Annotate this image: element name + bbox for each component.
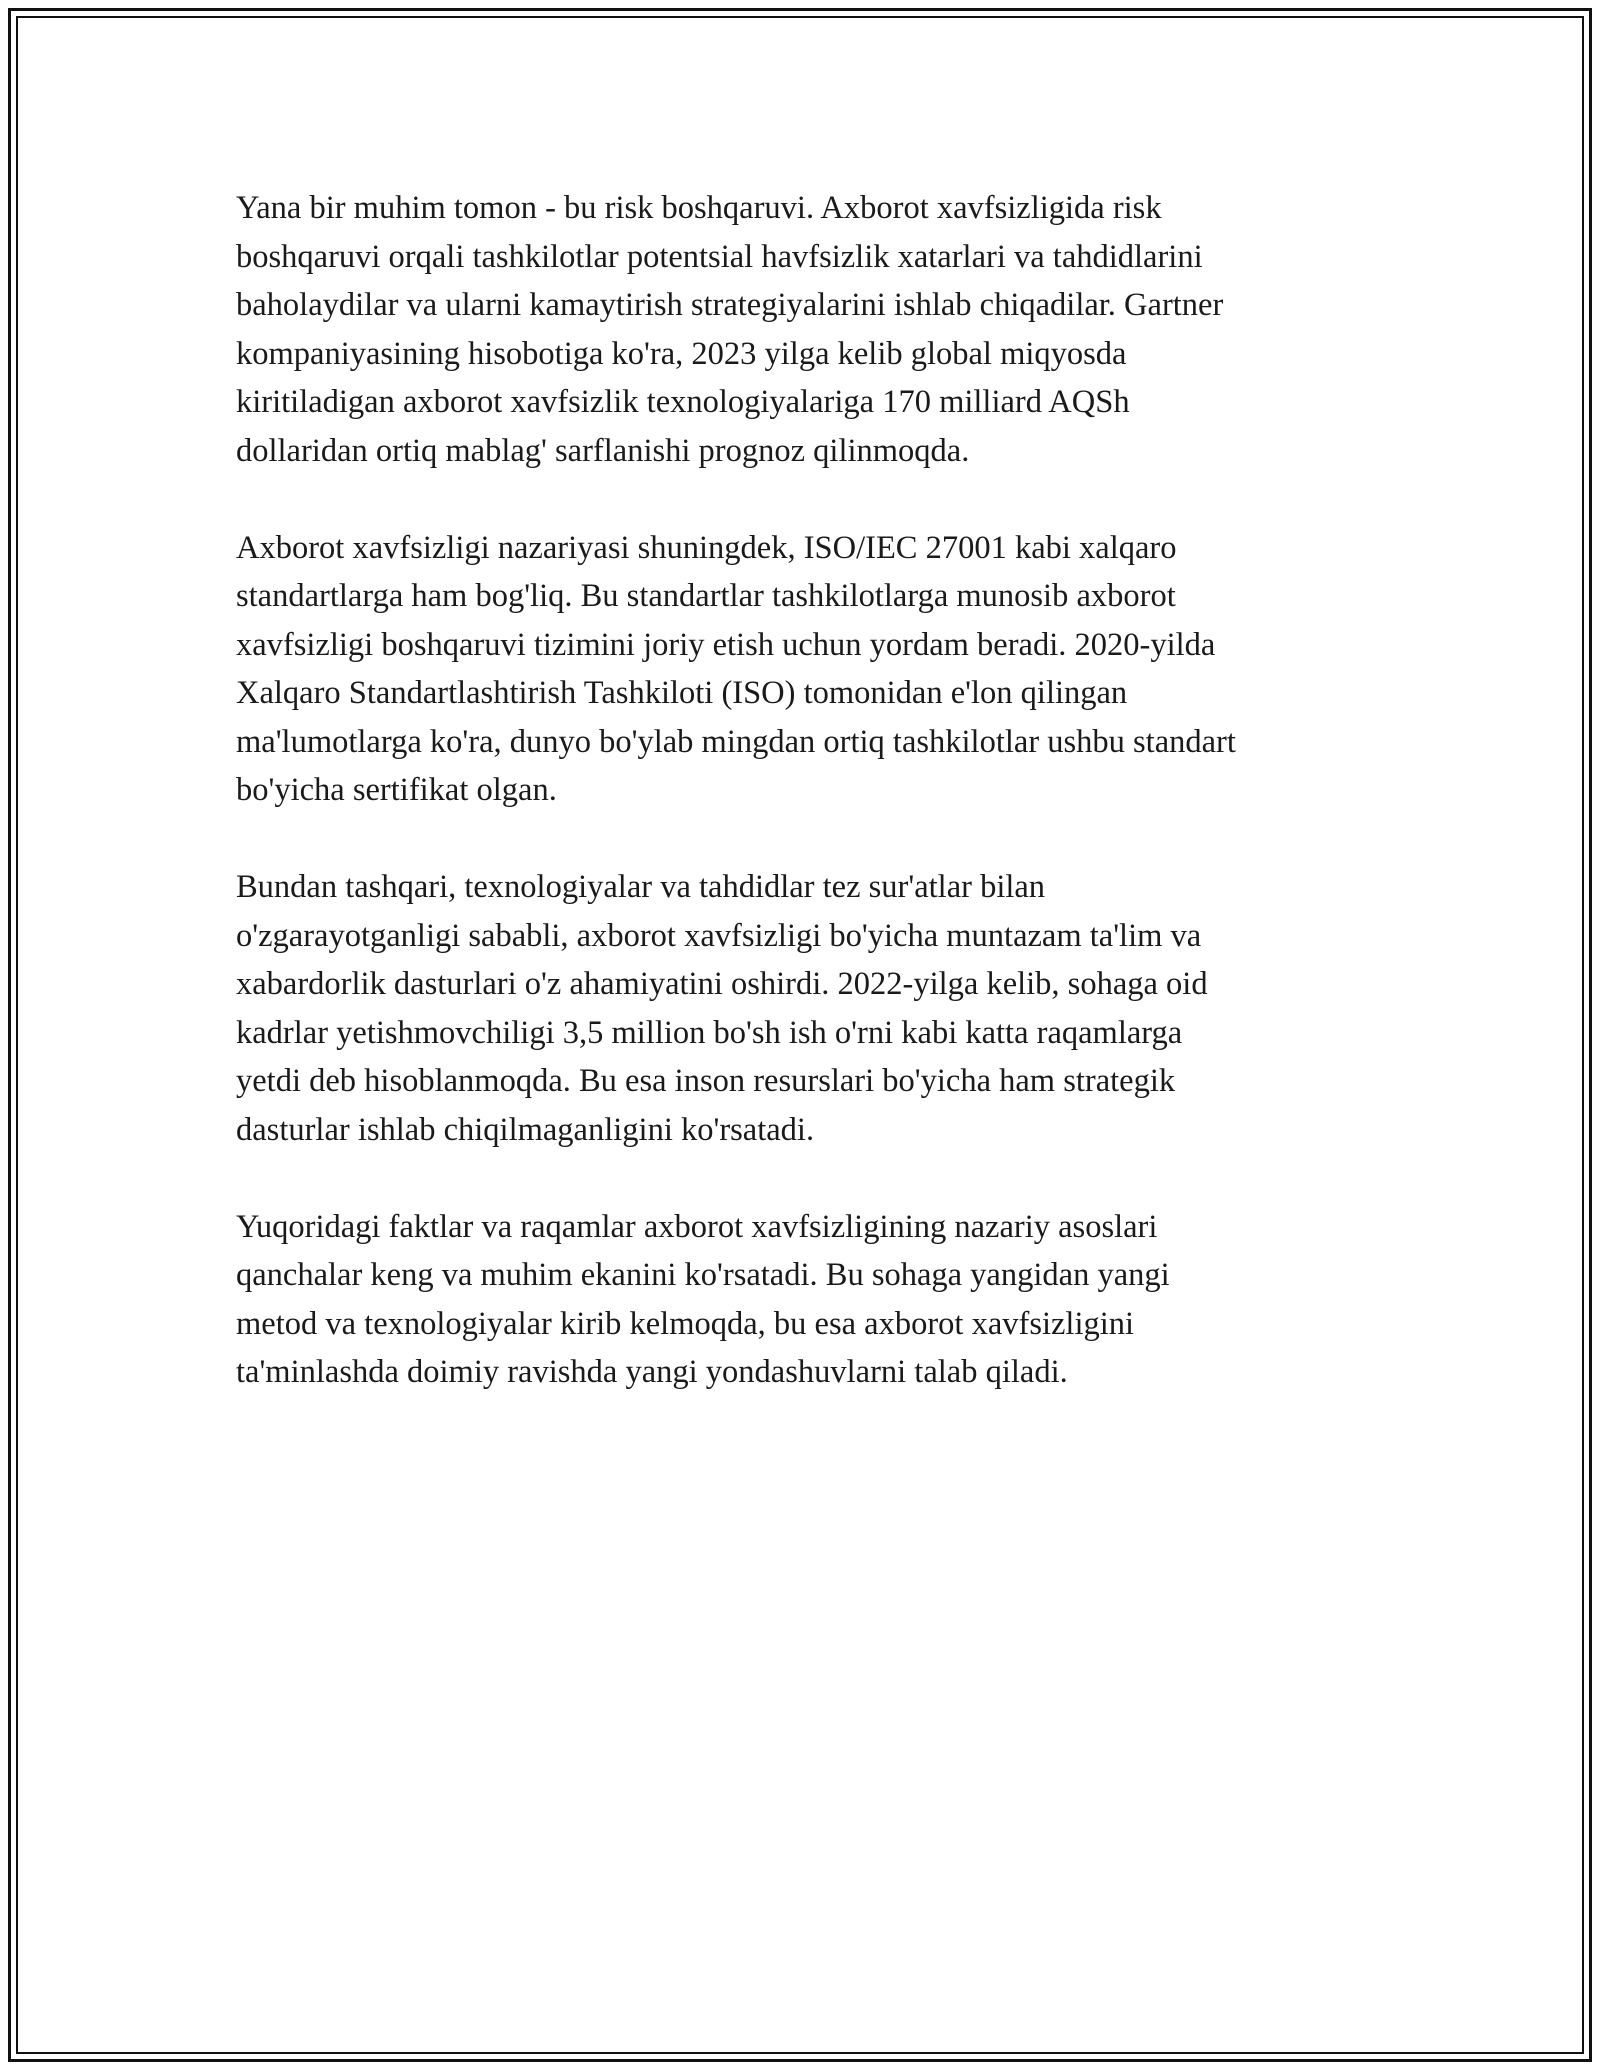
paragraph-training-awareness: Bundan tashqari, texnologiyalar va tahdidlar tez sur'atlar bilan o'zgarayotganligi sababli, axborot xavfsizligi bo'yicha muntazam ta'lim va xabardorlik dasturlari o'z ahamiyatini oshirdi. 2022-yilga kelib, sohaga oid kadrlar yetishmovchiligi 3,5 million bo'sh ish o'rni kabi katta raqamlarga yetdi deb hisoblanmoqda. Bu esa inson resurslari bo'yicha ham strategik dasturlar ishlab chiqilmaganligini ko'rsatadi. — [236, 869, 1208, 1148]
paragraph-conclusion: Yuqoridagi faktlar va raqamlar axborot xavfsizligining nazariy asoslari qanchalar keng va muhim ekanini ko'rsatadi. Bu sohaga yangidan yangi metod va texnologiyalar kirib kelmoqda, bu esa axborot xavfsizligini ta'minlashda doimiy ravishda yangi yondashuvlarni talab qiladi. — [236, 1208, 1170, 1390]
paragraph-risk-management: Yana bir muhim tomon - bu risk boshqaruvi. Axborot xavfsizligida risk boshqaruvi orqali tashkilotlar potentsial havfsizlik xatarlari va tahdidlarini baholaydilar va ularni kamaytirish strategiyalarini ishlab chiqadilar. Gartner kompaniyasining hisobotiga ko'ra, 2023 yilga kelib global miqyosda kiritiladigan axborot xavfsizlik texnologiyalariga 170 milliard AQSh dollaridan ortiq mablag' sarflanishi prognoz qilinmoqda. — [236, 190, 1224, 469]
document-body — [236, 184, 1376, 1445]
paragraph-iso-standard: Axborot xavfsizligi nazariyasi shuningdek, ISO/IEC 27001 kabi xalqaro standartlarga ham bog'liq. Bu standartlar tashkilotlarga munosib axborot xavfsizligi boshqaruvi tizimini joriy etish uchun yordam beradi. 2020-yilda Xalqaro Standartlashtirish Tashkiloti (ISO) tomonidan e'lon qilingan ma'lumotlarga ko'ra, dunyo bo'ylab mingdan ortiq tashkilotlar ushbu standart bo'yicha sertifikat olgan. — [236, 529, 1236, 808]
